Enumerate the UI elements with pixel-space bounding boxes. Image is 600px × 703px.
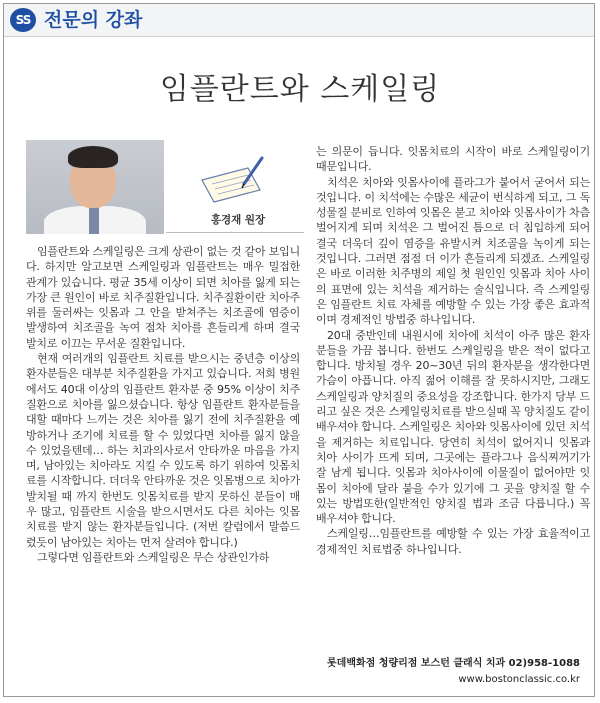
clinic-url: www.bostonclassic.co.kr <box>458 674 580 685</box>
section-header <box>4 4 594 37</box>
paragraph: 치석은 치아와 잇몸사이에 플라그가 붙어서 굳어서 되는 것입니다. 이 치석에는 수많은 세균이 번식하게 되고, 그 독성물질 분비로 인하여 잇몸은 붇고 치아와 잇몸사이가 차츰 벌어지게 되며 치석은 그 벌어진 틈으로 더 침입하게 되어 결국 더욱더 깊이 염증을 유발시켜 치조골을 녹이게 되는 것입니다. 그러면 점점 더 이가 흔들리게 되겠죠. 스케일링은 바로 이러한 치주병의 제일 첫 원인인 잇몸과 치아 사이의 표면에 있는 치석을 제거하는 술식입니다. 즉 스케일링은 임플란트 치료 자체를 예방할 수 있는 가장 좋은 효과적이며 경제적인 방법중 하나입니다. <box>316 175 590 327</box>
clinic-credit: 롯데백화점 청량리점 보스턴 클래식 치과 02)958-1088 <box>327 658 580 669</box>
paragraph: 임플란트와 스케일링은 크게 상관이 없는 것 같아 보입니다. 하지만 알고보면 스케일링과 임플란트는 매우 밀접한 관계가 있습니다. 평균 35세 이상이 되면 치아를 잃게 되는 가장 큰 원인이 바로 치주질환입니다. 치주질환이란 치아주위를 둘러싸는 잇몸과 그 안을 받쳐주는 치조골에 염증이 발생하여 치조골을 녹여 점차 치아를 흔들리게 하며 결국 발치로 이끄는 무서운 질환입니다. <box>26 245 300 350</box>
paragraph: 20대 중반인데 내원시에 치아에 치석이 아주 많은 환자분들을 가끔 봅니다. 한번도 스케일링을 받은 적이 없다고 합니다. 방치될 경우 20~30년 뒤의 환자분을 생각한다면 가슴이 아픕니다. 아직 젊어 이해를 잘 못하시지만, 그래도 스케일링과 양치질의 중요성을 강조합니다. 한가지 당부 드리고 싶은 것은 스케일링치료를 받으실때 꼭 양치질도 같이 배우셔야 합니다. 스케일링은 치아와 잇몸사이에 있던 치석을 제거하는 치료입니다. 당연히 치석이 없어지니 잇몸과 치아 사이가 뜨게 되며, 그곳에는 플라그나 음식찌꺼기가 잘 남게 됩니다. 잇몸과 치아사이에 이물질이 없어야만 잇몸이 치아에 달라 붙을 수가 있기에 그 곳을 양치질 할 수 있는 방법또한(일반적인 양치질 법과 조금 다릅니다.) 꼭 배우셔야 합니다. <box>316 328 590 526</box>
article-column-left <box>26 244 300 565</box>
paragraph: 현재 여러개의 임플란트 치료를 받으시는 중년층 이상의 환자분들은 대부분 치주질환을 가지고 있습니다. 저희 병원에서도 40대 이상의 임플란트 환자분 중 95% 이상이 치주질환으로 치아를 잃으셨습니다. 항상 임플란트 환자분들을 대할 때마다 느끼는 것은 치아를 잃기 전에 치주질환을 예방하거나 조기에 치료를 할 수 있었다면 치아를 잃지 않을 수 있었을텐데… 하는 치과의사로서 안타까운 마음을 가지며, 남아있는 치아라도 지킬 수 있도록 하기 위하여 잇몸치료를 시작합니다. 더더욱 안타까운 것은 잇몸병으로 치아가 발치될 때 까지 한번도 잇몸치료를 받지 못하신 분들이 매우 많고, 임플란트 시술을 받으시면서도 다른 치아는 잇몸 치료를 받지 않는 환자분들입니다. (저번 칼럼에서 말씀드렸듯이 남아있는 치아는 먼저 살려야 합니다.) <box>26 352 300 549</box>
article-column-right <box>316 144 590 557</box>
section-title: 전문의 강좌 <box>44 9 143 31</box>
paragraph: 는 의문이 듭니다. 잇몸치료의 시작이 바로 스케일링이기 때문입니다. <box>316 145 590 174</box>
notepad-pen-icon <box>196 154 276 204</box>
author-photo <box>26 140 164 234</box>
author-divider <box>166 232 304 233</box>
paragraph: 스케일링…임플란트를 예방할 수 있는 가장 효율적이고 경제적인 치료법중 하나입니다. <box>316 527 590 556</box>
article-title: 임플란트와 스케일링 <box>159 72 441 107</box>
photo-hair <box>68 146 118 168</box>
article-page <box>3 3 595 697</box>
ss-logo-icon: SS <box>10 8 36 32</box>
author-name: 홍경재 원장 <box>210 214 266 226</box>
photo-tie <box>89 206 99 234</box>
paragraph: 그렇다면 임플란트와 스케일링은 무슨 상관인가하 <box>37 550 270 564</box>
